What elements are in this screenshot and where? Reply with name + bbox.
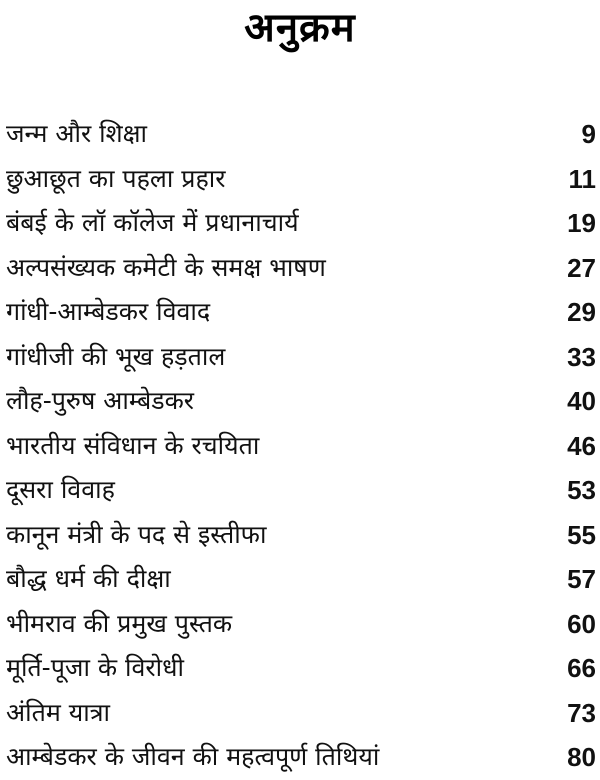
toc-entry[interactable] (0, 157, 600, 202)
toc-entry-title: जन्म और शिक्षा (6, 119, 148, 149)
toc-entry-title: बौद्ध धर्म की दीक्षा (6, 564, 171, 594)
toc-entry-title: आम्बेडकर के जीवन की महत्वपूर्ण तिथियां (6, 742, 380, 772)
toc-entry-title: मूर्ति-पूजा के विरोधी (6, 653, 184, 683)
toc-entry[interactable] (0, 379, 600, 424)
toc-entry-title: छुआछूत का पहला प्रहार (6, 163, 226, 193)
toc-entry[interactable] (0, 112, 600, 157)
toc-entry-page-number: 33 (567, 341, 596, 372)
toc-entry[interactable] (0, 735, 600, 780)
toc-entry-page-number: 9 (581, 119, 596, 150)
toc-entry-title: भीमराव की प्रमुख पुस्तक (6, 608, 233, 638)
toc-entry-title: बंबई के लॉ कॉलेज में प्रधानाचार्य (6, 208, 299, 238)
toc-entry[interactable] (0, 691, 600, 736)
toc-entry-page-number: 55 (567, 519, 596, 550)
toc-entry[interactable] (0, 424, 600, 469)
toc-entry-title: दूसरा विवाह (6, 475, 115, 505)
toc-entry-page-number: 19 (567, 208, 596, 239)
toc-entry-page-number: 46 (567, 430, 596, 461)
toc-entry-page-number: 60 (567, 608, 596, 639)
toc-entry-page-number: 27 (567, 252, 596, 283)
toc-entry-page-number: 66 (567, 653, 596, 684)
toc-entry-title: गांधीजी की भूख हड़ताल (6, 341, 226, 371)
table-of-contents (0, 112, 600, 780)
toc-entry-page-number: 53 (567, 475, 596, 506)
toc-entry[interactable] (0, 602, 600, 647)
toc-entry[interactable] (0, 468, 600, 513)
toc-entry-page-number: 80 (567, 742, 596, 773)
toc-entry[interactable] (0, 335, 600, 380)
toc-entry[interactable] (0, 201, 600, 246)
toc-entry[interactable] (0, 513, 600, 558)
toc-entry-title: अंतिम यात्रा (6, 697, 110, 727)
toc-entry-page-number: 29 (567, 297, 596, 328)
toc-entry[interactable] (0, 246, 600, 291)
toc-entry-title: गांधी-आम्बेडकर विवाद (6, 297, 211, 327)
toc-entry[interactable] (0, 557, 600, 602)
toc-entry[interactable] (0, 646, 600, 691)
toc-entry-title: लौह-पुरुष आम्बेडकर (6, 386, 195, 416)
toc-entry-page-number: 40 (567, 386, 596, 417)
toc-entry-title: कानून मंत्री के पद से इस्तीफा (6, 519, 267, 549)
toc-entry-title: भारतीय संविधान के रचयिता (6, 430, 260, 460)
toc-entry-page-number: 11 (568, 163, 596, 194)
toc-entry[interactable] (0, 290, 600, 335)
toc-entry-page-number: 73 (567, 697, 596, 728)
toc-entry-page-number: 57 (567, 564, 596, 595)
toc-entry-title: अल्पसंख्यक कमेटी के समक्ष भाषण (6, 252, 326, 282)
page-title: अनुक्रम (244, 5, 356, 51)
